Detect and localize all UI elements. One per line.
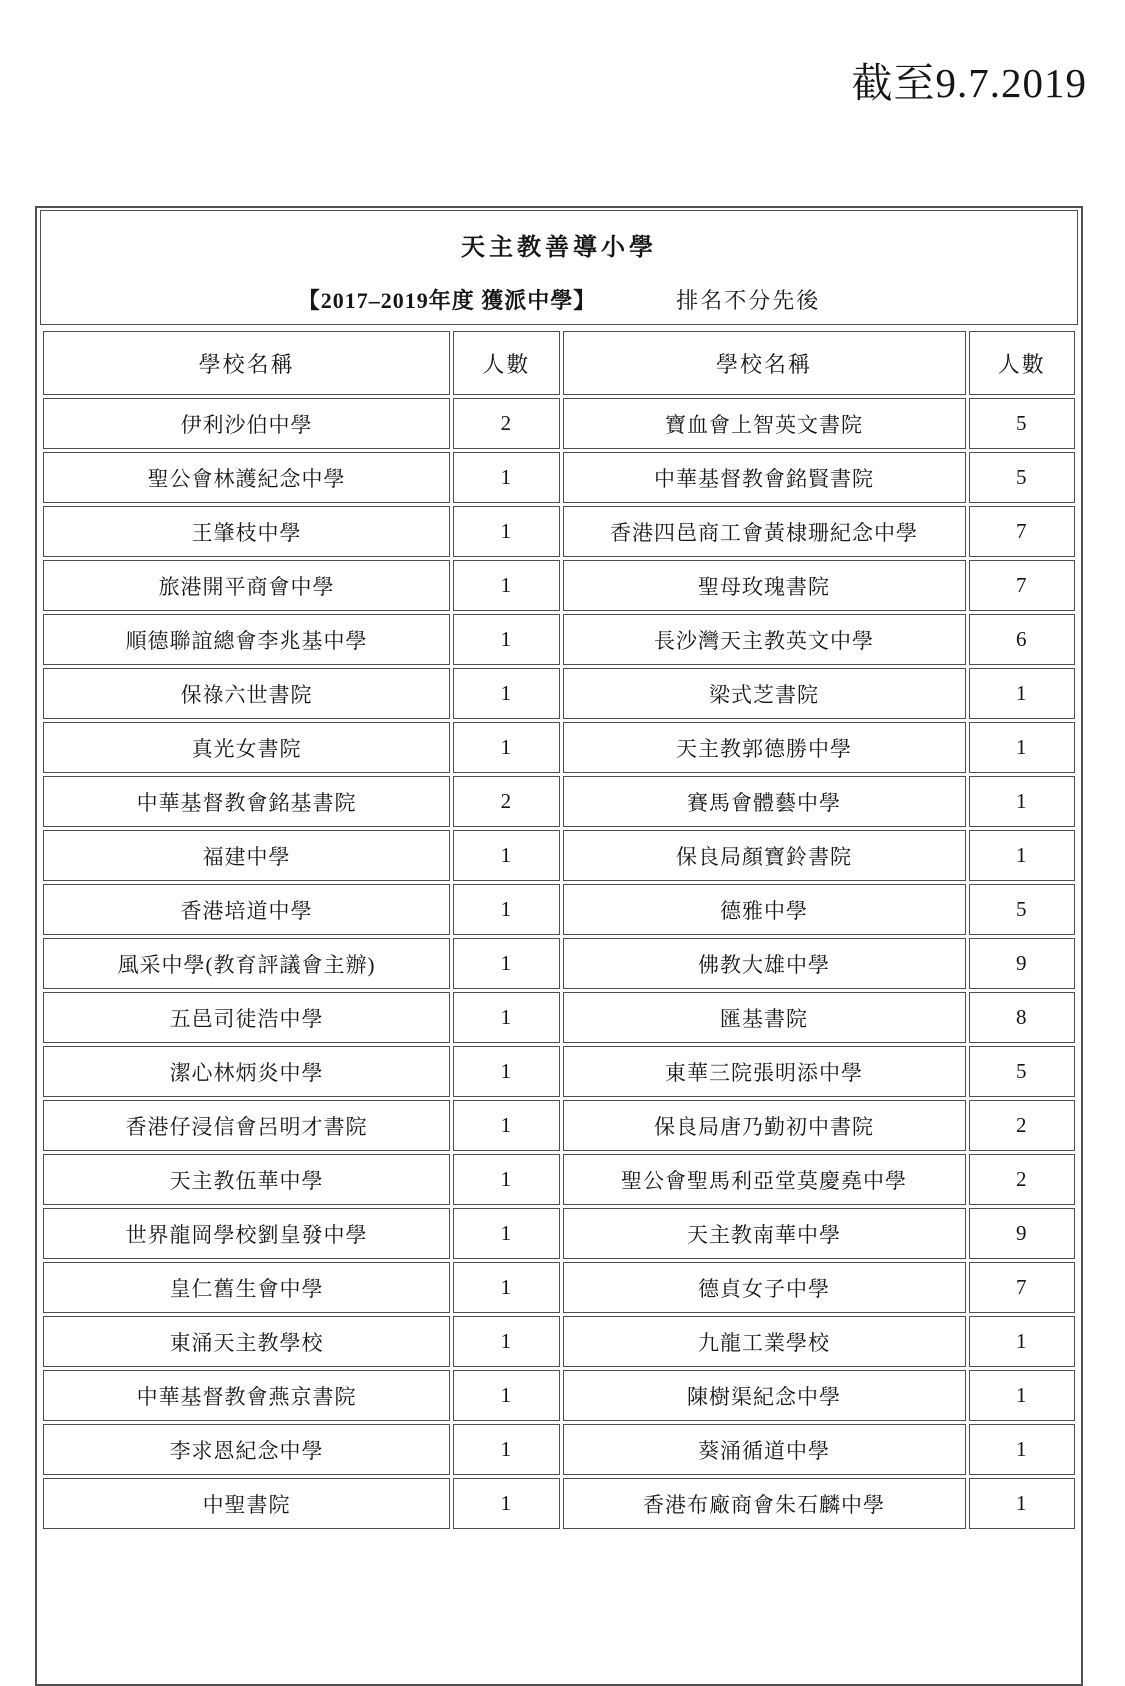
- school-name-cell: 長沙灣天主教英文中學: [563, 614, 966, 665]
- count-cell: 1: [453, 830, 559, 881]
- table-row: [43, 938, 1075, 989]
- count-cell: 1: [453, 1046, 559, 1097]
- count-cell: 5: [969, 452, 1075, 503]
- count-cell: 5: [969, 398, 1075, 449]
- school-name-cell: 九龍工業學校: [563, 1316, 966, 1367]
- school-name-cell: 香港仔浸信會呂明才書院: [43, 1100, 450, 1151]
- school-name-cell: 香港培道中學: [43, 884, 450, 935]
- count-cell: 1: [969, 830, 1075, 881]
- school-name-cell: 福建中學: [43, 830, 450, 881]
- count-cell: 1: [969, 1478, 1075, 1529]
- school-name-cell: 葵涌循道中學: [563, 1424, 966, 1475]
- count-cell: 1: [969, 722, 1075, 773]
- table-row: [43, 830, 1075, 881]
- subtitle-period-label: 【2017–2019年度 獲派中學】: [297, 288, 597, 313]
- school-name-cell: 旅港開平商會中學: [43, 560, 450, 611]
- table-row: [43, 1100, 1075, 1151]
- count-cell: 1: [453, 1208, 559, 1259]
- count-cell: 8: [969, 992, 1075, 1043]
- count-cell: 1: [453, 884, 559, 935]
- primary-school-title: 天主教善導小學: [461, 235, 657, 261]
- count-cell: 1: [969, 668, 1075, 719]
- school-name-cell: 中華基督教會燕京書院: [43, 1370, 450, 1421]
- school-name-cell: 梁式芝書院: [563, 668, 966, 719]
- table-header-row: [43, 331, 1075, 395]
- column-header-school-name-right: 學校名稱: [563, 331, 966, 395]
- table-row: [43, 992, 1075, 1043]
- school-name-cell: 順德聯誼總會李兆基中學: [43, 614, 450, 665]
- school-name-cell: 聖公會林護紀念中學: [43, 452, 450, 503]
- school-name-cell: 德雅中學: [563, 884, 966, 935]
- count-cell: 2: [969, 1154, 1075, 1205]
- school-name-cell: 香港四邑商工會黃棣珊紀念中學: [563, 506, 966, 557]
- table-row: [43, 614, 1075, 665]
- table-row: [43, 884, 1075, 935]
- table-row: [43, 506, 1075, 557]
- count-cell: 2: [453, 776, 559, 827]
- table-row: [43, 1208, 1075, 1259]
- school-name-cell: 中華基督教會銘賢書院: [563, 452, 966, 503]
- table-row: [43, 668, 1075, 719]
- table-row: [43, 452, 1075, 503]
- count-cell: 2: [453, 398, 559, 449]
- table-row: [43, 1262, 1075, 1313]
- school-name-cell: 真光女書院: [43, 722, 450, 773]
- school-name-cell: 伊利沙伯中學: [43, 398, 450, 449]
- as-of-date: 截至9.7.2019: [851, 60, 1087, 106]
- count-cell: 1: [453, 560, 559, 611]
- count-cell: 1: [453, 1316, 559, 1367]
- count-cell: 1: [453, 506, 559, 557]
- document-subtitle: [41, 284, 1077, 315]
- school-name-cell: 皇仁舊生會中學: [43, 1262, 450, 1313]
- count-cell: 1: [453, 668, 559, 719]
- school-name-cell: 匯基書院: [563, 992, 966, 1043]
- school-name-cell: 中聖書院: [43, 1478, 450, 1529]
- count-cell: 1: [969, 1370, 1075, 1421]
- school-name-cell: 德貞女子中學: [563, 1262, 966, 1313]
- document-header: [40, 210, 1078, 325]
- school-name-cell: 聖母玫瑰書院: [563, 560, 966, 611]
- count-cell: 1: [453, 1370, 559, 1421]
- school-name-cell: 東華三院張明添中學: [563, 1046, 966, 1097]
- school-name-cell: 王肇枝中學: [43, 506, 450, 557]
- count-cell: 2: [969, 1100, 1075, 1151]
- count-cell: 1: [969, 1424, 1075, 1475]
- table-row: [43, 1478, 1075, 1529]
- school-name-cell: 中華基督教會銘基書院: [43, 776, 450, 827]
- count-cell: 1: [453, 1154, 559, 1205]
- column-header-count-left: 人數: [453, 331, 559, 395]
- school-name-cell: 天主教伍華中學: [43, 1154, 450, 1205]
- school-name-cell: 賽馬會體藝中學: [563, 776, 966, 827]
- count-cell: 5: [969, 884, 1075, 935]
- count-cell: 1: [453, 938, 559, 989]
- count-cell: 1: [453, 1100, 559, 1151]
- school-name-cell: 天主教南華中學: [563, 1208, 966, 1259]
- subtitle-ranking-note: 排名不分先後: [676, 288, 821, 313]
- table-row: [43, 560, 1075, 611]
- table-row: [43, 1424, 1075, 1475]
- school-name-cell: 保良局唐乃勤初中書院: [563, 1100, 966, 1151]
- school-name-cell: 陳樹渠紀念中學: [563, 1370, 966, 1421]
- table-row: [43, 1316, 1075, 1367]
- count-cell: 1: [453, 1478, 559, 1529]
- count-cell: 1: [969, 1316, 1075, 1367]
- count-cell: 1: [453, 1262, 559, 1313]
- table-row: [43, 398, 1075, 449]
- table-row: [43, 776, 1075, 827]
- count-cell: 9: [969, 938, 1075, 989]
- count-cell: 1: [453, 1424, 559, 1475]
- count-cell: 1: [453, 614, 559, 665]
- school-name-cell: 香港布廠商會朱石麟中學: [563, 1478, 966, 1529]
- count-cell: 7: [969, 506, 1075, 557]
- school-name-cell: 世界龍岡學校劉皇發中學: [43, 1208, 450, 1259]
- school-name-cell: 保祿六世書院: [43, 668, 450, 719]
- school-name-cell: 寶血會上智英文書院: [563, 398, 966, 449]
- count-cell: 1: [453, 452, 559, 503]
- school-name-cell: 天主教郭德勝中學: [563, 722, 966, 773]
- school-name-cell: 保良局顏寶鈴書院: [563, 830, 966, 881]
- school-name-cell: 聖公會聖馬利亞堂莫慶堯中學: [563, 1154, 966, 1205]
- table-row: [43, 722, 1075, 773]
- school-name-cell: 潔心林炳炎中學: [43, 1046, 450, 1097]
- count-cell: 1: [453, 722, 559, 773]
- count-cell: 1: [453, 992, 559, 1043]
- school-name-cell: 風采中學(教育評議會主辦): [43, 938, 450, 989]
- school-name-cell: 李求恩紀念中學: [43, 1424, 450, 1475]
- table-row: [43, 1370, 1075, 1421]
- count-cell: 1: [969, 776, 1075, 827]
- count-cell: 7: [969, 1262, 1075, 1313]
- table-row: [43, 1154, 1075, 1205]
- count-cell: 5: [969, 1046, 1075, 1097]
- count-cell: 7: [969, 560, 1075, 611]
- column-header-count-right: 人數: [969, 331, 1075, 395]
- count-cell: 9: [969, 1208, 1075, 1259]
- column-header-school-name-left: 學校名稱: [43, 331, 450, 395]
- school-name-cell: 東涌天主教學校: [43, 1316, 450, 1367]
- count-cell: 6: [969, 614, 1075, 665]
- school-name-cell: 五邑司徒浩中學: [43, 992, 450, 1043]
- allocation-table: [40, 328, 1078, 1532]
- school-name-cell: 佛教大雄中學: [563, 938, 966, 989]
- document-frame: [35, 206, 1083, 1686]
- table-row: [43, 1046, 1075, 1097]
